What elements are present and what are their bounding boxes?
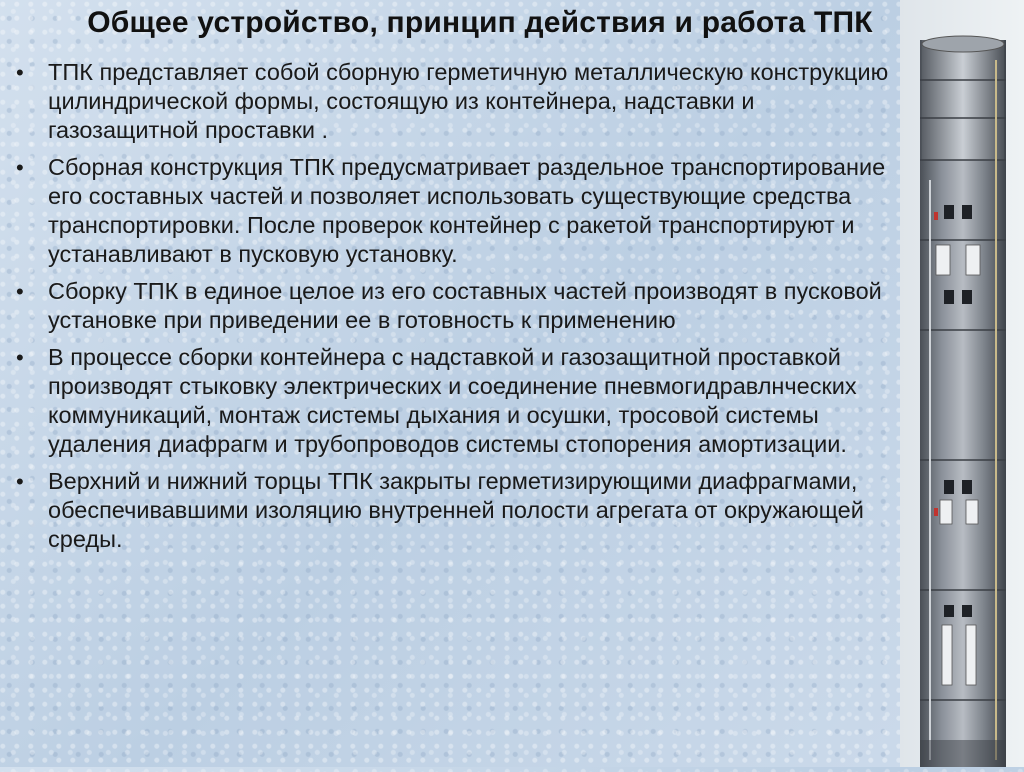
bullet-text: В процессе сборки контейнера с надставкой и газозащитной проставкой производят стыковку электрических и соединение пневмогидравлнческих коммуникаций, монтаж системы дыхания и осушки, тросовой системы удаления диафрагм и трубопроводов системы стопорения амортизации. bbox=[48, 344, 857, 457]
bullet-icon: • bbox=[16, 155, 24, 180]
bullet-text: Сборная конструкция ТПК предусматривает раздельное транспортирование его составных частей и позволяет использовать существующие средства транспортировки. После проверок контейнер с ракетой транспортируют и устанавливают в пусковую установку. bbox=[48, 154, 886, 267]
slide-title: Общее устройство, принцип действия и работа ТПК bbox=[87, 6, 873, 39]
bullet-item bbox=[12, 277, 892, 335]
bullet-item bbox=[12, 343, 892, 459]
bullet-text: Верхний и нижний торцы ТПК закрыты герметизирующими диафрагмами, обеспечивавшими изоляцию внутренней полости агрегата от окружающей среды. bbox=[48, 468, 864, 552]
bullet-item bbox=[12, 58, 892, 145]
container-photo bbox=[900, 0, 1024, 767]
bullet-icon: • bbox=[16, 60, 24, 85]
bullet-text: Сборку ТПК в единое целое из его составных частей производят в пусковой установке при приведении ее в готовность к применению bbox=[48, 278, 882, 333]
bullet-icon: • bbox=[16, 469, 24, 494]
bullet-item bbox=[12, 153, 892, 269]
bullet-icon: • bbox=[16, 279, 24, 304]
bullet-icon: • bbox=[16, 345, 24, 370]
container-icon bbox=[900, 0, 1024, 767]
bullet-text: ТПК представляет собой сборную герметичную металлическую конструкцию цилиндрической формы, состоящую из контейнера, надставки и газозащитной проставки . bbox=[48, 59, 889, 143]
bullet-list bbox=[12, 58, 892, 562]
bullet-item bbox=[12, 467, 892, 554]
